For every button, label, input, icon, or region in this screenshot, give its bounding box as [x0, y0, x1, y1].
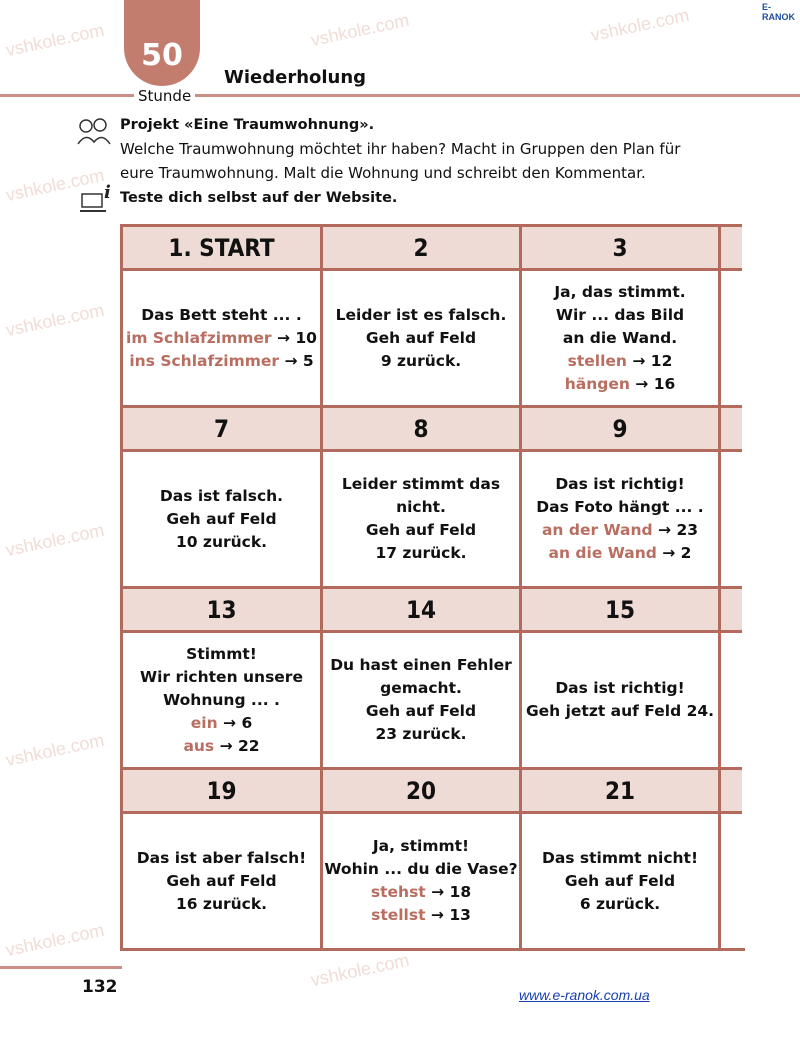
arrow-icon: → [662, 544, 676, 562]
watermark: vshkole.com [3, 519, 106, 561]
task-line: Das stimmt nicht! [541, 848, 699, 867]
answer-option: an der Wand [541, 521, 653, 539]
field-task-partial [721, 271, 742, 405]
task-line: Geh auf Feld [166, 871, 277, 890]
arrow-icon: → [276, 328, 290, 347]
field-number: 1. START [123, 224, 323, 271]
field-number-partial [721, 586, 742, 633]
project-line: eure Traumwohnung. Malt die Wohnung und schreibt den Kommentar. [120, 164, 646, 182]
watermark: vshkole.com [3, 299, 106, 341]
project-text [120, 137, 720, 185]
target-field: 16 [653, 374, 676, 393]
field-number: 13 [123, 586, 323, 633]
answer-option: hängen [564, 374, 630, 393]
task-line: Geh auf Feld [365, 328, 477, 347]
arrow-icon: → [430, 906, 444, 924]
answer-option: stehst [370, 883, 426, 901]
computer-info-icon [80, 184, 114, 219]
field-task [323, 452, 522, 586]
arrow-icon: → [635, 374, 649, 393]
watermark: vshkole.com [308, 949, 411, 991]
task-line: Geh jetzt auf Feld 24. [525, 702, 715, 720]
page-number: 132 [82, 977, 118, 997]
field-task [522, 633, 721, 767]
field-task [123, 633, 323, 767]
target-field: 22 [237, 736, 260, 755]
field-number: 2 [323, 224, 522, 271]
field-task [123, 271, 323, 405]
field-number: 19 [123, 767, 323, 814]
header-row [123, 405, 745, 452]
task-line: Geh auf Feld [365, 702, 477, 720]
option-line [549, 542, 692, 565]
task-row [123, 633, 745, 767]
arrow-icon: → [223, 713, 237, 732]
task-row [123, 452, 745, 586]
publisher-logo: E-RANOK [762, 2, 795, 22]
task-line: Das ist aber falsch! [136, 848, 307, 867]
field-number-partial [721, 224, 742, 271]
task-line: Geh auf Feld [166, 509, 277, 528]
watermark: vshkole.com [3, 919, 106, 961]
field-number: 8 [323, 405, 522, 452]
option-line [371, 904, 471, 927]
field-number: 3 [522, 224, 721, 271]
task-line: nicht. [396, 498, 446, 516]
arrow-icon: → [284, 351, 298, 370]
option-line [568, 350, 673, 373]
target-field: 6 [241, 713, 253, 732]
watermark: vshkole.com [3, 164, 106, 206]
task-line: Das ist richtig! [555, 475, 685, 493]
option-line [542, 519, 698, 542]
field-task-partial [721, 452, 742, 586]
answer-option: im Schlafzimmer [126, 328, 272, 347]
arrow-icon: → [658, 521, 672, 539]
task-line: Leider ist es falsch. [335, 305, 507, 324]
field-task [323, 271, 522, 405]
task-line: Das ist falsch. [159, 486, 284, 505]
task-line: Wohin ... du die Vase? [324, 860, 518, 878]
board-game-grid [120, 224, 745, 951]
task-line: 10 zurück. [175, 532, 268, 551]
project-line: Welche Traumwohnung möchtet ihr haben? Macht in Gruppen den Plan für [120, 140, 681, 158]
target-field: 5 [302, 351, 314, 370]
arrow-icon: → [632, 351, 646, 370]
header-row [123, 224, 745, 271]
website-link[interactable]: www.e-ranok.com.ua [519, 987, 650, 1003]
target-field: 10 [295, 328, 317, 347]
field-number-partial [721, 767, 742, 814]
target-field: 23 [676, 521, 699, 539]
task-line: Wohnung ... . [163, 690, 280, 709]
option-line [129, 350, 313, 373]
field-number: 7 [123, 405, 323, 452]
task-line: an die Wand. [562, 328, 678, 347]
field-task [123, 452, 323, 586]
task-line: Du hast einen Fehler [330, 656, 512, 674]
target-field: 13 [449, 906, 471, 924]
arrow-icon: → [219, 736, 233, 755]
task-line: 16 zurück. [175, 894, 268, 913]
field-task [123, 814, 323, 948]
answer-option: ins Schlafzimmer [129, 351, 280, 370]
header-row [123, 767, 745, 814]
answer-option: stellen [567, 351, 627, 370]
watermark: vshkole.com [588, 4, 691, 46]
option-line [126, 327, 317, 350]
field-number: 21 [522, 767, 721, 814]
arrow-icon: → [431, 883, 445, 901]
header-rule [0, 94, 800, 97]
task-line: Das Foto hängt ... . [536, 498, 704, 516]
field-task [522, 452, 721, 586]
task-line: Geh auf Feld [365, 521, 477, 539]
field-number: 15 [522, 586, 721, 633]
project-title: Projekt «Eine Traumwohnung». [120, 117, 375, 133]
field-task [323, 814, 522, 948]
target-field: 12 [650, 351, 673, 370]
answer-option: ein [190, 713, 218, 732]
answer-option: aus [183, 736, 215, 755]
header-row [123, 586, 745, 633]
task-line: Das Bett steht ... . [141, 305, 302, 324]
lesson-label: Stunde [134, 87, 195, 105]
task-line: Wir ... das Bild [555, 305, 685, 324]
field-number: 20 [323, 767, 522, 814]
task-line: 23 zurück. [375, 725, 467, 743]
task-row [123, 271, 745, 405]
field-task-partial [721, 814, 742, 948]
task-line: 6 zurück. [579, 894, 661, 913]
group-work-icon [76, 116, 112, 153]
website-task-title: Teste dich selbst auf der Website. [120, 190, 398, 206]
task-line: gemacht. [380, 679, 462, 697]
lesson-number: 50 [141, 38, 183, 73]
task-row [123, 814, 745, 951]
watermark: vshkole.com [308, 9, 411, 51]
task-line: Das ist richtig! [555, 679, 685, 697]
option-line [183, 735, 259, 758]
task-line: Stimmt! [186, 644, 257, 663]
field-number: 9 [522, 405, 721, 452]
answer-option: an die Wand [548, 544, 657, 562]
task-line: 17 zurück. [375, 544, 467, 562]
task-line: Geh auf Feld [564, 871, 676, 890]
section-title: Wiederholung [224, 67, 367, 88]
watermark: vshkole.com [3, 729, 106, 771]
field-task [522, 271, 721, 405]
field-task [522, 814, 721, 948]
footer-rule [0, 966, 122, 969]
answer-option: stellst [371, 906, 426, 924]
task-line: Leider stimmt das [341, 475, 501, 493]
option-line [371, 881, 471, 904]
task-line: Ja, stimmt! [372, 837, 470, 855]
option-line [191, 712, 252, 735]
watermark: vshkole.com [3, 19, 106, 61]
field-number-partial [721, 405, 742, 452]
option-line [565, 373, 676, 396]
task-line: 9 zurück. [380, 351, 462, 370]
field-number: 14 [323, 586, 522, 633]
target-field: 18 [449, 883, 472, 901]
task-line: Wir richten unsere [140, 667, 303, 686]
task-line: Ja, das stimmt. [554, 282, 686, 301]
field-task [323, 633, 522, 767]
svg-text:i: i [104, 184, 111, 203]
field-task-partial [721, 633, 742, 767]
target-field: 2 [680, 544, 692, 562]
